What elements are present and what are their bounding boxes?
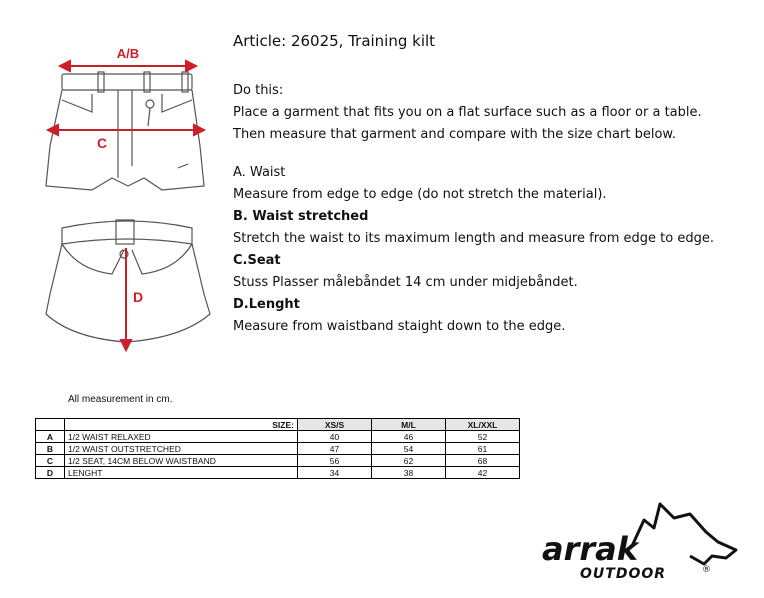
row-code: D [36,467,65,479]
section-text: Measure from edge to edge (do not stretch the material). [233,187,607,202]
label-ab: A/B [116,46,140,61]
row-value: 61 [446,443,520,455]
label-c: C [96,135,108,151]
row-code: C [36,455,65,467]
row-value: 56 [298,455,372,467]
size-header: M/L [372,419,446,431]
row-value: 47 [298,443,372,455]
arrow-d [121,248,131,350]
back-view [46,220,210,342]
row-value: 46 [372,431,446,443]
table-row [36,443,520,455]
label-d: D [132,289,144,305]
intro-line: Then measure that garment and compare with the size chart below. [233,127,676,142]
row-value: 68 [446,455,520,467]
row-desc: 1/2 SEAT, 14CM BELOW WAISTBAND [65,455,298,467]
row-value: 42 [446,467,520,479]
row-desc: 1/2 WAIST OUTSTRETCHED [65,443,298,455]
row-desc: LENGHT [65,467,298,479]
row-value: 54 [372,443,446,455]
article-title: Article: 26025, Training kilt [233,32,436,50]
arrak-outdoor-logo [540,498,740,582]
row-desc: 1/2 WAIST RELAXED [65,431,298,443]
intro-line: Place a garment that fits you on a flat surface such as a floor or a table. [233,105,702,120]
row-code: A [36,431,65,443]
arrow-c [48,125,204,135]
section-title: B. Waist stretched [233,209,369,224]
size-label: SIZE: [65,419,298,431]
size-header: XL/XXL [446,419,520,431]
section-text: Stuss Plasser målebåndet 14 cm under midjebåndet. [233,275,578,290]
row-value: 40 [298,431,372,443]
instructions [233,32,753,338]
table-row [36,455,520,467]
row-value: 52 [446,431,520,443]
registered-mark: ® [702,565,711,575]
section-text: Stretch the waist to its maximum length and measure from edge to edge. [233,231,714,246]
table-row [36,431,520,443]
section-title: A. Waist [233,165,286,180]
row-code: B [36,443,65,455]
row-value: 38 [372,467,446,479]
section-text: Measure from waistband staight down to the edge. [233,319,566,334]
arrow-ab [60,61,196,71]
row-value: 34 [298,467,372,479]
measurement-note: All measurement in cm. [68,394,173,405]
row-value: 62 [372,455,446,467]
table-header-row [36,419,520,431]
section-title: C.Seat [233,253,281,268]
size-header: XS/S [298,419,372,431]
size-table [35,418,520,479]
logo-sub: OUTDOOR [580,566,667,582]
intro-heading: Do this: [233,83,284,98]
wolf-head-icon [632,504,736,564]
garment-diagram [32,38,222,358]
section-title: D.Lenght [233,297,300,312]
logo-word: arrak [542,530,639,568]
table-row [36,467,520,479]
